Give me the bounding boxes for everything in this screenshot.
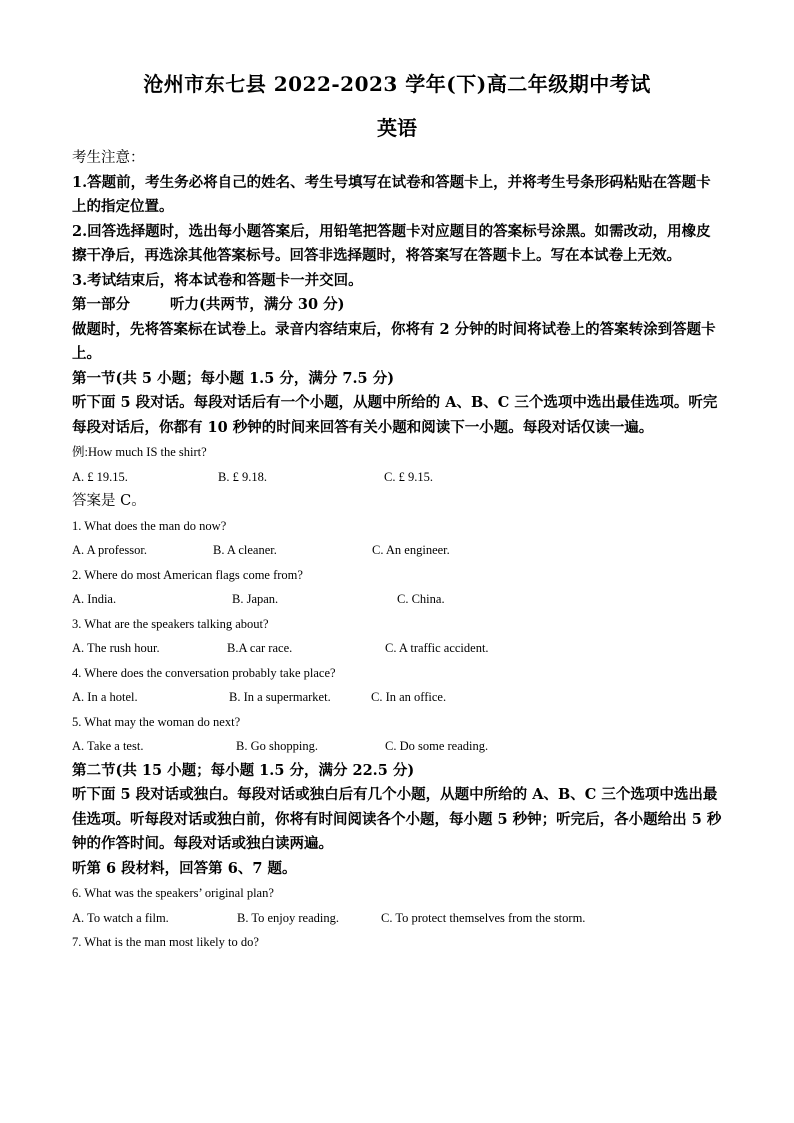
- question-2-options: [72, 587, 722, 612]
- q1-option-a: A. A professor.: [72, 543, 147, 557]
- q2-option-a: A. India.: [72, 592, 117, 606]
- example-options: [72, 465, 722, 490]
- part1-label: 第一部分: [72, 296, 130, 313]
- exam-title: 沧州市东七县 2022-2023 学年(下)高二年级期中考试: [143, 72, 651, 96]
- question-7: 7. What is the man most likely to do?: [72, 935, 259, 949]
- section2-title: 第二节(共 15 小题；每小题 1.5 分，满分 22.5 分): [72, 761, 415, 779]
- q3-option-b: B.A car race.: [227, 641, 293, 655]
- example-option-a: A. £ 19.15.: [72, 469, 128, 484]
- q1-option-b: B. A cleaner.: [213, 543, 277, 557]
- question-2: 2. Where do most American flags come from?: [72, 567, 303, 582]
- q5-option-c: C. Do some reading.: [385, 739, 489, 753]
- example-question: 例:How much IS the shirt?: [72, 445, 207, 459]
- example-option-c: C. £ 9.15.: [384, 469, 433, 484]
- q3-option-a: A. The rush hour.: [72, 641, 160, 655]
- part1-title: 听力(共两节，满分 30 分): [170, 296, 345, 313]
- example-answer: 答案是 C。: [72, 493, 146, 509]
- exam-subject: 英语: [377, 116, 417, 140]
- question-6: 6. What was the speakers’ original plan?: [72, 886, 274, 900]
- notice-item-2: 2.回答选择题时，选出每小题答案后，用铅笔把答题卡对应题目的答案标号涂黑。如需改动，用橡皮擦干净后，再选涂其他答案标号。回答非选择题时，将答案写在答题卡上。写在本试卷上无效。: [72, 222, 711, 264]
- section1-title: 第一节(共 5 小题；每小题 1.5 分，满分 7.5 分): [72, 369, 395, 387]
- q4-option-b: B. In a supermarket.: [229, 690, 331, 704]
- part1-instruction: 做题时，先将答案标在试卷上。录音内容结束后，你将有 2 分钟的时间将试卷上的答案转涂到答题卡上。: [72, 320, 716, 362]
- question-5: 5. What may the woman do next?: [72, 714, 241, 729]
- notice-item-1: 1.答题前，考生务必将自己的姓名、考生号填写在试卷和答题卡上，并将考生号条形码粘贴在答题卡上的指定位置。: [72, 173, 711, 215]
- q6-option-c: C. To protect themselves from the storm.: [381, 910, 586, 925]
- notice-item-3: 3.考试结束后，将本试卷和答题卡一并交回。: [72, 271, 363, 289]
- q6-option-b: B. To enjoy reading.: [237, 910, 340, 925]
- question-4: 4. Where does the conversation probably take place?: [72, 665, 336, 680]
- question-3-options: [72, 636, 722, 661]
- q2-option-b: B. Japan.: [232, 592, 279, 606]
- example-option-b: B. £ 9.18.: [218, 469, 267, 484]
- q4-option-c: C. In an office.: [371, 690, 447, 704]
- q6-option-a: A. To watch a film.: [72, 910, 169, 925]
- question-1-options: [72, 538, 722, 563]
- q1-option-c: C. An engineer.: [372, 543, 450, 557]
- q4-option-a: A. In a hotel.: [72, 690, 138, 704]
- section2-instruction: 听下面 5 段对话或独白。每段对话或独白后有几个小题，从题中所给的 A、B、C 三个选项中选出最佳选项。听每段对话或独白前，你将有时间阅读各个小题，每小题 5 秒钟；听完后，各小题给出 5 秒钟的作答时间。每段对话或独白读两遍。: [72, 786, 722, 852]
- question-5-options: [72, 734, 722, 759]
- exam-content: [72, 146, 722, 955]
- section1-instruction: 听下面 5 段对话。每段对话后有一个小题，从题中所给的 A、B、C 三个选项中选出最佳选项。听完每段对话后，你都有 10 秒钟的时间来回答有关小题和阅读下一小题。每段对话仅读一遍。: [72, 394, 718, 436]
- notice-heading: 考生注意：: [72, 150, 145, 166]
- q3-option-c: C. A traffic accident.: [385, 641, 489, 655]
- question-1: 1. What does the man do now?: [72, 518, 227, 533]
- question-4-options: [72, 685, 722, 710]
- q2-option-c: C. China.: [397, 592, 445, 606]
- material-6-heading: 听第 6 段材料，回答第 6、7 题。: [72, 859, 297, 877]
- q5-option-b: B. Go shopping.: [236, 739, 318, 753]
- question-6-options: [72, 906, 722, 931]
- question-3: 3. What are the speakers talking about?: [72, 616, 269, 631]
- q5-option-a: A. Take a test.: [72, 739, 144, 753]
- part1-heading: [72, 293, 722, 318]
